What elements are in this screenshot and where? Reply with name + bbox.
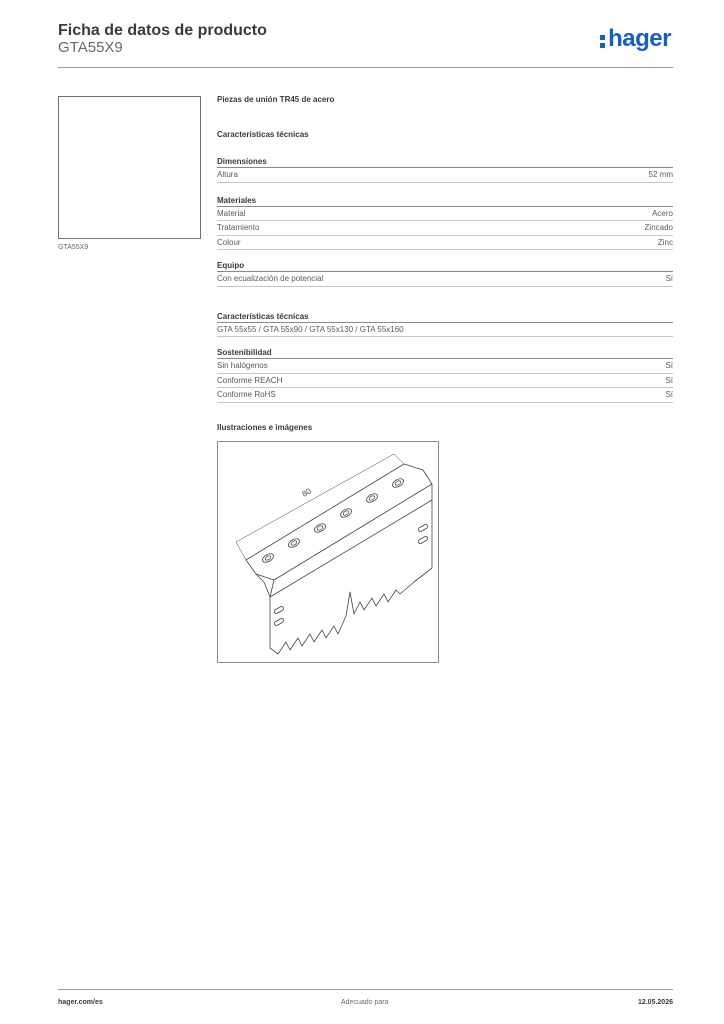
- logo-colon-icon: [600, 29, 606, 49]
- group-title: Dimensiones: [217, 156, 673, 168]
- logo-text: hager: [608, 25, 671, 52]
- spec-row: [217, 236, 673, 251]
- spec-value: Sí: [665, 390, 673, 400]
- dimension-label: 80: [300, 485, 313, 499]
- product-name: Piezas de unión TR45 de acero: [217, 95, 335, 104]
- spec-row: [217, 323, 673, 338]
- spec-row: [217, 359, 673, 374]
- spec-row: [217, 207, 673, 222]
- spec-row: [217, 168, 673, 183]
- spec-label: Altura: [217, 170, 238, 180]
- spec-value: Acero: [652, 208, 673, 218]
- illustrations-title: Ilustraciones e imágenes: [217, 422, 313, 432]
- spec-label: Tratamiento: [217, 223, 260, 233]
- spec-group-equipo: [217, 260, 673, 287]
- group-title: Equipo: [217, 260, 673, 272]
- spec-label: Con ecualización de potencial: [217, 274, 324, 284]
- hager-logo: [600, 26, 671, 52]
- page-header: [58, 20, 673, 68]
- spec-group-materiales: [217, 195, 673, 251]
- spec-label: GTA 55x55 / GTA 55x90 / GTA 55x130 / GTA 55x160: [217, 324, 404, 334]
- group-title: Características técnicas: [217, 311, 673, 323]
- spec-value: Sí: [665, 375, 673, 385]
- group-title: Materiales: [217, 195, 673, 207]
- spec-heading: Características técnicas: [217, 130, 309, 139]
- spec-label: Conforme RoHS: [217, 390, 276, 400]
- document-date: 12.05.2026: [637, 999, 673, 1006]
- spec-group-dimensiones: [217, 156, 673, 183]
- spec-row: [217, 374, 673, 389]
- page-footer: [58, 989, 673, 1013]
- spec-value: Zincado: [644, 223, 673, 233]
- document-title: Ficha de datos de producto: [58, 22, 267, 39]
- spec-row: [217, 221, 673, 236]
- spec-value: 52 mm: [648, 170, 673, 180]
- spec-label: Colour: [217, 237, 241, 247]
- coupler-drawing: [218, 442, 438, 662]
- spec-label: Sin halógenos: [217, 361, 268, 371]
- spec-row: [217, 388, 673, 403]
- spec-label: Material: [217, 208, 246, 218]
- spec-value: Zinc: [657, 237, 673, 247]
- spec-group-sostenibilidad: [217, 347, 673, 403]
- suitable-for-label: Adecuado para: [341, 999, 389, 1006]
- spec-group-caracteristicas: [217, 311, 673, 338]
- group-title: Sostenibilidad: [217, 347, 673, 359]
- spec-value: Sí: [665, 361, 673, 371]
- product-code: GTA55X9: [58, 39, 123, 56]
- spec-row: [217, 272, 673, 287]
- spec-content: [217, 95, 673, 663]
- website-link[interactable]: hager.com/es: [58, 999, 103, 1006]
- spec-label: Conforme REACH: [217, 375, 283, 385]
- product-thumbnail: [58, 96, 201, 239]
- product-illustration: [217, 441, 439, 663]
- spec-value: Sí: [665, 274, 673, 284]
- thumbnail-caption: GTA55X9: [58, 244, 89, 251]
